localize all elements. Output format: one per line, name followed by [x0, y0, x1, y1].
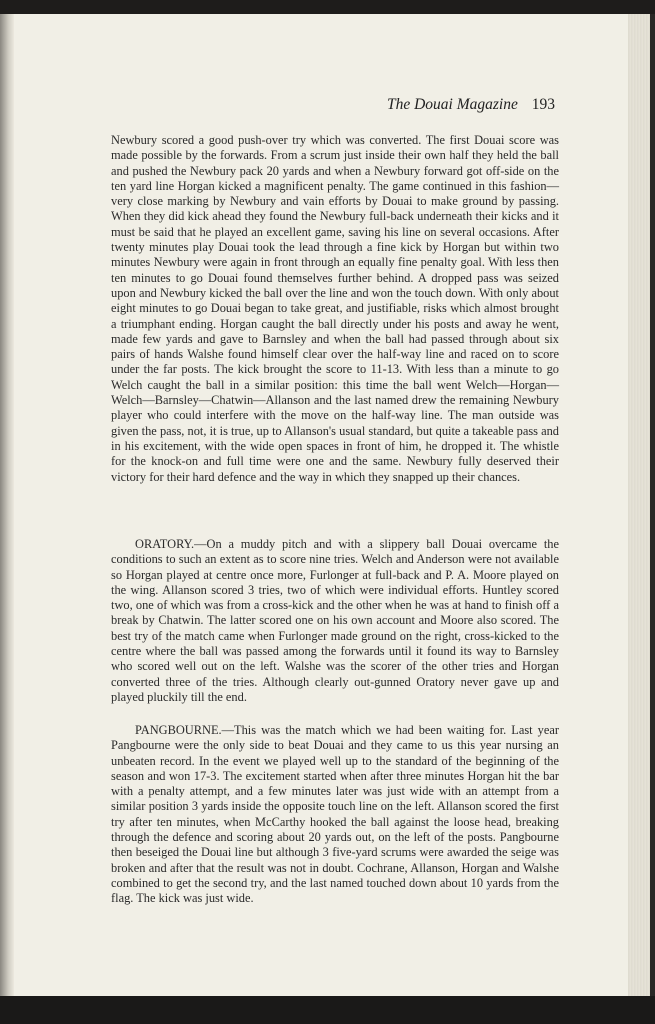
page-number: 193	[531, 96, 555, 113]
magazine-title: The Douai Magazine	[386, 96, 518, 113]
page-edges	[628, 14, 650, 998]
paragraph-oratory: ORATORY.—On a muddy pitch and with a slippery ball Douai overcame the conditions to such an extent as to score nine tries. Welch and Anderson were not available so Horgan played at centre once more, Furlonger at full-back and P. A. Moore played on the wing. Allanson scored 3 tries, two of which were individual efforts. Huntley scored two, one of which was from a cross-kick and the other when he was at hand to finish off a break by Chatwin. The latter scored one on his own account and Moore also scored. The best try of the match came when Furlonger made ground on the right, cross-kicked to the centre where the ball was passed among the forwards until it found its way to Barnsley who scored well out on the left. Walshe was the scorer of the other tries and Horgan converted three of the tries. Although clearly out-gunned Oratory never gave up and played pluckily till the end.	[111, 537, 559, 704]
page-gutter	[0, 14, 14, 998]
running-header	[387, 96, 555, 114]
paragraph-newbury: Newbury scored a good push-over try which was converted. The first Douai score was made possible by the forwards. From a scrum just inside their own half they held the ball and pushed the Newbury pack 20 yards and when a Newbury forward got off-side on the ten yard line Horgan kicked a magnificent penalty. The game continued in this fashion—very close marking by Newbury and vain efforts by Douai to make ground by passing. When they did kick ahead they found the Newbury full-back underneath their kicks and it must be said that he played an excellent game, saving his line on several occasions. After twenty minutes play Douai took the lead through a fine kick by Horgan but within two minutes Newbury were again in front through an equally fine penalty goal. With less then ten minutes to go Douai found themselves further behind. A dropped pass was seized upon and Newbury kicked the ball over the line and won the touch down. With only about eight minutes to go Douai began to take great, and justifiable, risks which almost brought a triumphant ending. Horgan caught the ball directly under his posts and away he went, made few yards and gave to Barnsley and when the ball had passed through about six pairs of hands Walshe found himself clear over the half-way line and raced on to score under the far posts. The kick brought the score to 11-13. With less than a minute to go Welch caught the ball in a similar position: this time the ball went Welch—Horgan—Welch—Barnsley—Chatwin—Allanson and the last named drew the remaining Newbury player who could interfere with the move on the half-way line. The man outside was given the pass, not, it is true, up to Allanson's usual standard, but quite a takeable pass and in his excitement, with the wide open spaces in front of him, he dropped it. The whistle for the knock-on and full time were one and the same. Newbury fully deserved their victory for their hard defence and the way in which they snapped up their chances.	[111, 133, 559, 484]
scan-border-bottom	[0, 996, 655, 1024]
paragraph-pangbourne: PANGBOURNE.—This was the match which we had been waiting for. Last year Pangbourne were the only side to beat Douai and they came to us this year nursing an unbeaten record. In the event we played well up to the standard of the beginning of the season and won 17-3. The excitement started when after three minutes Horgan hit the bar with a penalty attempt, and a few minutes later was just wide with an attempt from a similar position 3 yards inside the opposite touch line on the left. Allanson scored the first try after ten minutes, when McCarthy hooked the ball against the loose head, breaking through the defence and scoring about 20 yards out, on the left of the posts. Pangbourne then beseiged the Douai line but although 3 five-yard scrums were awarded the seige was broken and after that the result was not in doubt. Cochrane, Allanson, Horgan and Walshe combined to get the second try, and the last named touched down about 10 yards from the flag. The kick was just wide.	[111, 723, 559, 906]
scan-border-top	[0, 0, 655, 14]
